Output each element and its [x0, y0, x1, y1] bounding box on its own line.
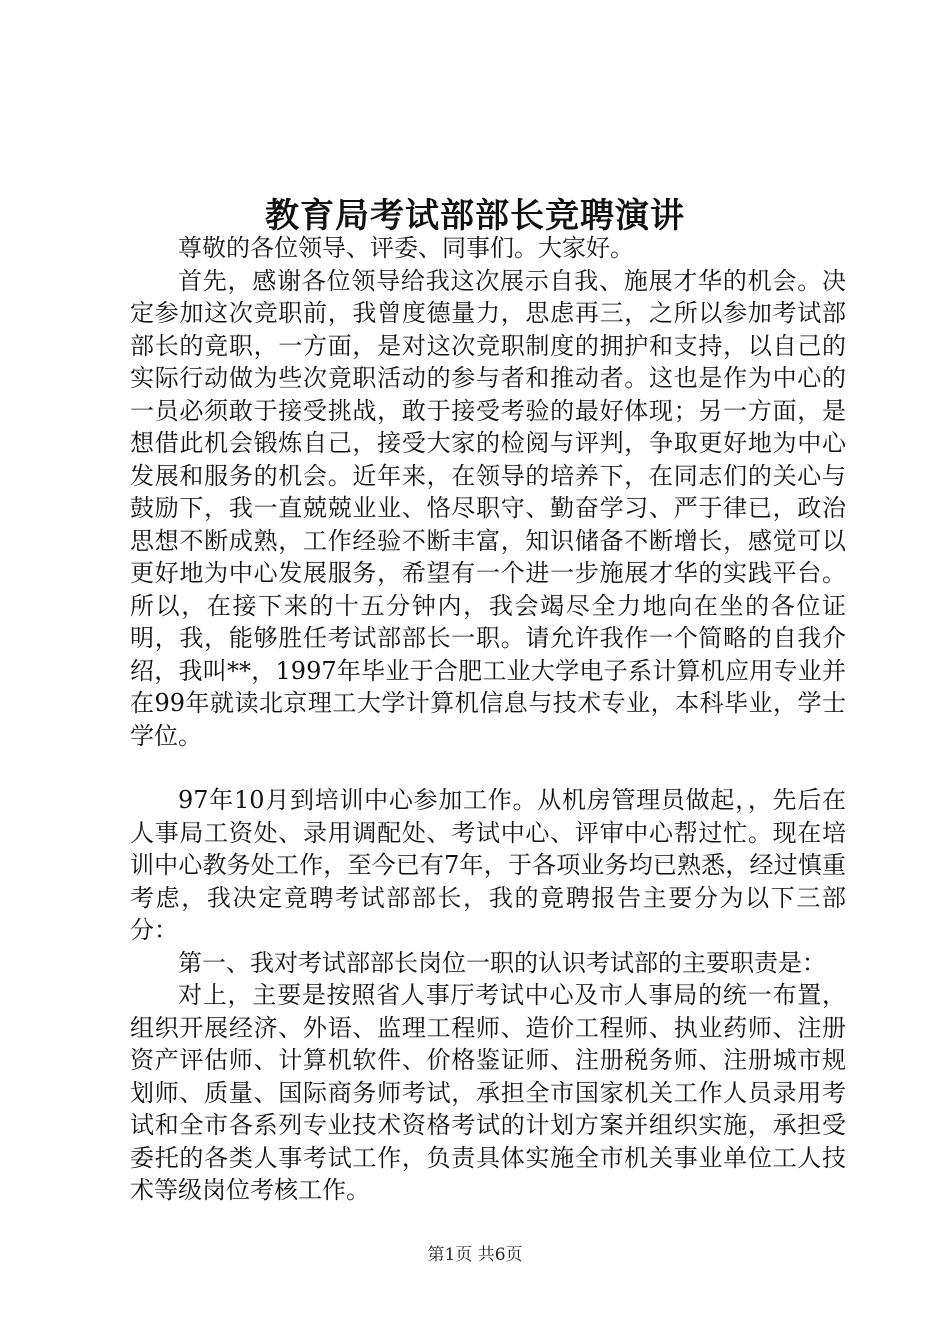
paragraph-section-one-heading: 第一、我对考试部部长岗位一职的认识考试部的主要职责是：: [178, 948, 826, 977]
paragraph-introduction: 首先，感谢各位领导给我这次展示自我、施展才华的机会。决定参加这次竞职前，我曾度德量力，思虑再三，之所以参加考试部部长的竟职，一方面，是对这次竞职制度的拥护和支持，以自己的实际行动做为些次竟职活动的参与者和推动者。这也是作为中心的一员必须敢于接受挑战，敢于接受考验的最好体现；另一方面，是想借此机会锻炼自己，接受大家的检阅与评判，争取更好地为中心发展和服务的机会。近年来，在领导的培养下，在同志们的关心与鼓励下，我一直兢兢业业、恪尽职守、勤奋学习、严于律已，政治思想不断成熟，工作经验不断丰富，知识储备不断增长，感觉可以更好地为中心发展服务，希望有一个进一步施展才华的实践平台。所以，在接下来的十五分钟内，我会竭尽全力地向在坐的各位证明，我，能够胜任考试部部长一职。请允许我作一个简略的自我介绍，我叫**，1997年毕业于合肥工业大学电子系计算机应用专业并在99年就读北京理工大学计算机信息与技术专业，本科毕业，学士学位。: [130, 266, 846, 750]
document-body: [130, 232, 846, 1207]
page-number-footer: 第1页 共6页: [427, 1245, 523, 1265]
paragraph-work-history: 97年10月到培训中心参加工作。从机房管理员做起，，先后在人事局工资处、录用调配处、考试中心、评审中心帮过忙。现在培训中心教务处工作，至今已有7年，于各项业务均已熟悉，经过慎重考虑，我决定竟聘考试部部长，我的竟聘报告主要分为以下三部分：: [130, 786, 846, 944]
paragraph-duties: 对上，主要是按照省人事厅考试中心及市人事局的统一布置，组织开展经济、外语、监理工程师、造价工程师、执业药师、注册资产评估师、计算机软件、价格鉴证师、注册税务师、注册城市规划师、质量、国际商务师考试，承担全市国家机关工作人员录用考试和全市各系列专业技术资格考试的计划方案并组织实施，承担受委托的各类人事考试工作，负责具体实施全市机关事业单位工人技术等级岗位考核工作。: [130, 981, 846, 1204]
paragraph-greeting: 尊敬的各位领导、评委、同事们。大家好。: [178, 234, 634, 262]
document-title: 教育局考试部部长竞聘演讲: [265, 196, 685, 236]
